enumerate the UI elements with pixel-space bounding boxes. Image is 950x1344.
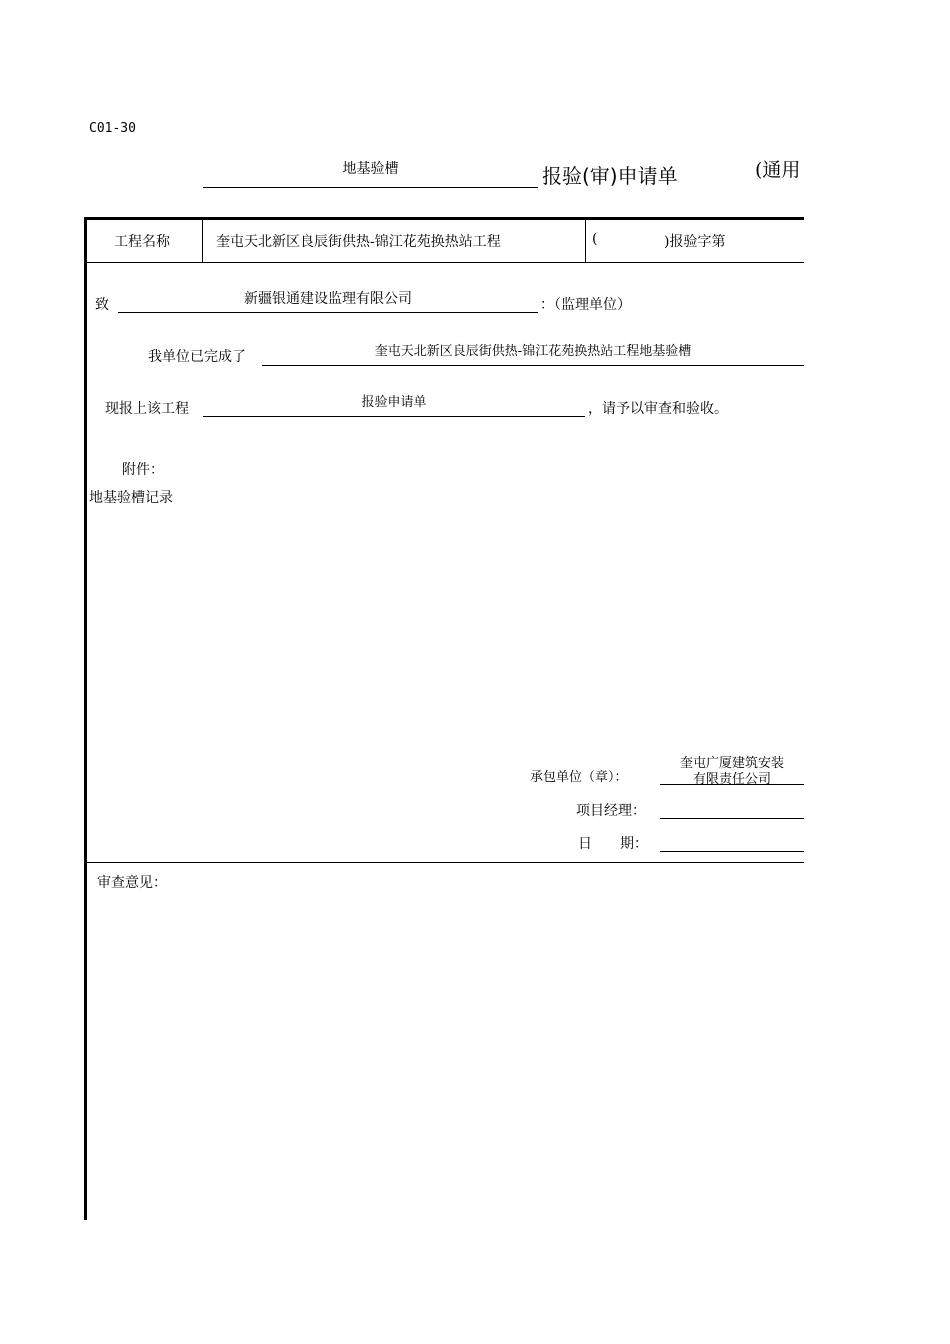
date-label: 日 期： xyxy=(578,836,648,852)
form-left-border xyxy=(84,217,87,1220)
contractor-underline xyxy=(660,784,804,785)
manager-label: 项目经理： xyxy=(576,803,646,819)
title-underline xyxy=(203,187,538,188)
report-content: 报验申请单 xyxy=(361,395,427,410)
report-number-open: ( xyxy=(592,231,598,247)
attachment-item: 地基验槽记录 xyxy=(89,490,173,506)
form-top-border xyxy=(85,217,804,220)
recipient-type: ：（监理单位） xyxy=(540,297,631,313)
report-prefix: 现报上该工程 xyxy=(105,401,189,417)
review-label: 审查意见： xyxy=(97,875,167,891)
contractor-name-line2: 有限责任公司 xyxy=(692,772,771,787)
form-code: C01-30 xyxy=(89,121,136,136)
project-name-label: 工程名称 xyxy=(114,234,170,250)
recipient-underline xyxy=(118,312,538,313)
contractor-name-line1: 奎屯广厦建筑安装 xyxy=(679,756,784,771)
contractor-label: 承包单位（章）： xyxy=(530,770,628,785)
completed-underline xyxy=(262,365,804,366)
recipient-name: 新疆银通建设监理有限公司 xyxy=(244,291,412,307)
report-underline xyxy=(203,416,585,417)
header-divider-1 xyxy=(202,219,203,262)
date-underline xyxy=(660,851,804,852)
title-subject: 地基验槽 xyxy=(342,161,399,177)
attachment-label: 附件： xyxy=(122,462,164,478)
completed-prefix: 我单位已完成了 xyxy=(148,349,246,365)
header-bottom-border xyxy=(86,262,804,263)
header-divider-2 xyxy=(585,219,586,262)
report-suffix: ，请予以审查和验收。 xyxy=(588,401,728,417)
to-prefix: 致 xyxy=(95,297,109,313)
completed-content: 奎屯天北新区良辰街供热-锦江花苑换热站工程地基验槽 xyxy=(374,344,692,359)
title-main: 报验(审)申请单 xyxy=(542,164,678,188)
project-name-value: 奎屯天北新区良辰街供热-锦江花苑换热站工程 xyxy=(216,234,501,250)
manager-underline xyxy=(660,818,804,819)
title-suffix: (通用 xyxy=(755,159,801,181)
report-number-label: )报验字第 xyxy=(664,234,726,250)
review-divider xyxy=(86,862,804,863)
